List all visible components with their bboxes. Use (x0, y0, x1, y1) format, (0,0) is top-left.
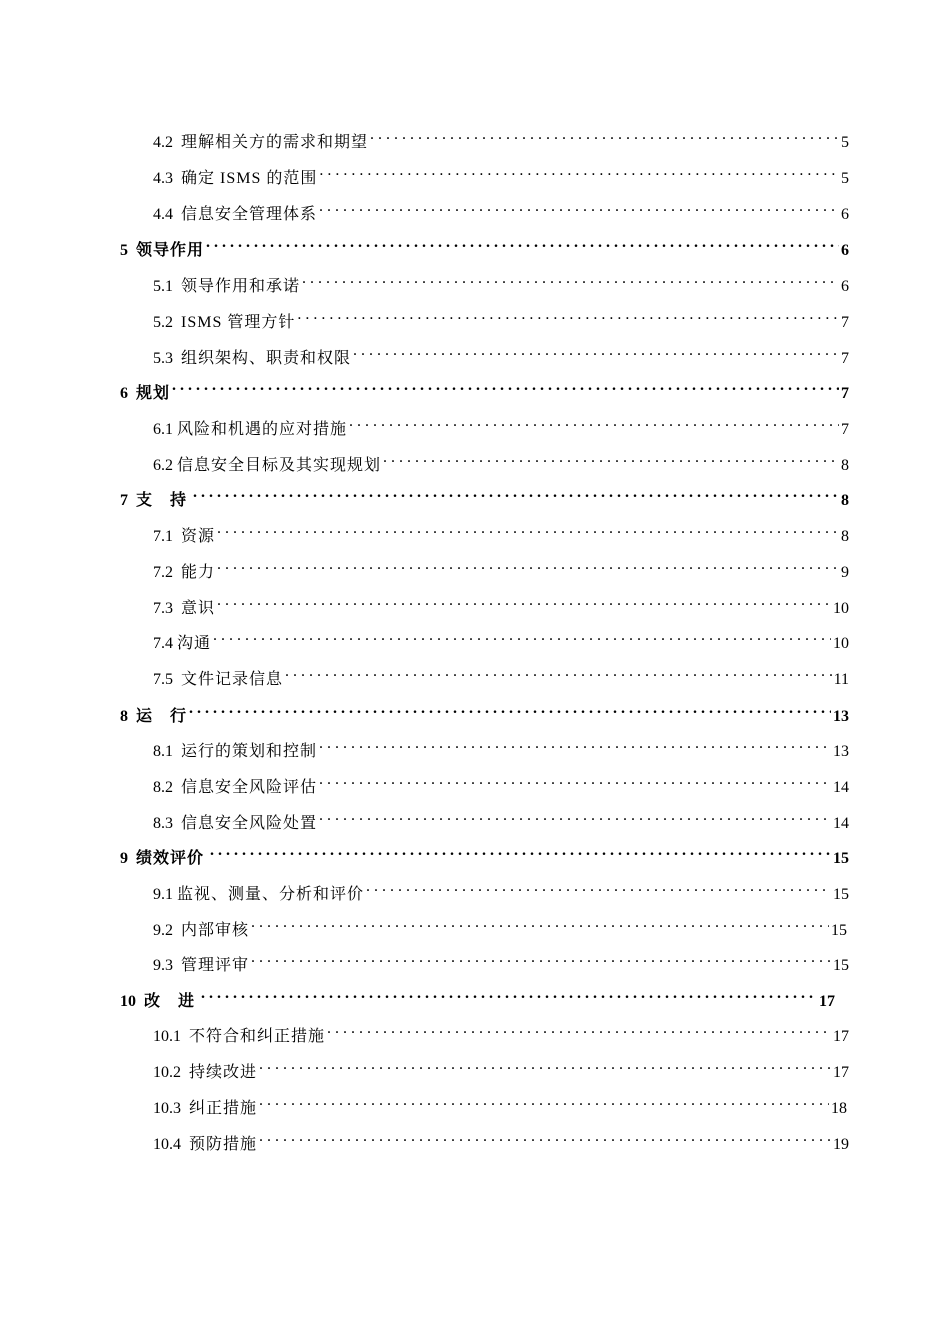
toc-entry-page: 5 (841, 134, 849, 151)
dot-leader (201, 982, 817, 1006)
toc-entry-number: 8.3 (153, 815, 173, 832)
dot-leader (319, 768, 831, 792)
dot-leader (349, 410, 839, 434)
toc-entry-title: 纠正措施 (189, 1100, 258, 1117)
toc-entry-page: 8 (841, 528, 849, 545)
dot-leader (193, 481, 839, 505)
dot-leader (217, 517, 839, 541)
toc-entry-title: 信息安全目标及其实现规划 (177, 457, 382, 474)
toc-entry-title: 理解相关方的需求和期望 (181, 134, 369, 151)
toc-entry-title: 监视、测量、分析和评价 (177, 886, 365, 903)
dot-leader (217, 589, 831, 613)
dot-leader (259, 1089, 829, 1113)
toc-entry-title: 信息安全风险处置 (181, 815, 318, 832)
toc-entry-number: 8.1 (153, 743, 173, 760)
dot-leader (251, 946, 831, 970)
toc-entry-title: 不符合和纠正措施 (189, 1028, 326, 1045)
toc-entry-number: 7.3 (153, 600, 173, 617)
dot-leader (353, 339, 839, 363)
toc-entry-page: 6 (841, 206, 849, 223)
toc-entry-number: 8 (120, 708, 128, 725)
toc-entry-page: 7 (841, 350, 849, 367)
toc-entry-number: 4.4 (153, 206, 173, 223)
toc-entry-page: 14 (833, 815, 849, 832)
toc-entry-number: 6.2 (153, 457, 173, 474)
toc-entry[interactable] (153, 517, 849, 545)
toc-entry[interactable] (153, 1125, 849, 1153)
toc-entry[interactable] (153, 768, 849, 796)
dot-leader (251, 911, 829, 935)
toc-entry-title: 管理评审 (181, 957, 250, 974)
toc-entry-title: 信息安全风险评估 (181, 779, 318, 796)
toc-entry[interactable] (153, 159, 849, 187)
toc-entry-title: 文件记录信息 (181, 671, 284, 688)
toc-chapter[interactable] (120, 839, 849, 867)
toc-entry-number: 7 (120, 492, 128, 509)
toc-entry-number: 6.1 (153, 421, 173, 438)
toc-entry[interactable] (153, 303, 849, 331)
toc-entry-page: 15 (833, 886, 849, 903)
dot-leader (259, 1053, 831, 1077)
toc-entry-title: 领导作用和承诺 (181, 278, 301, 295)
toc-entry[interactable] (153, 195, 849, 223)
toc-entry-page: 15 (831, 922, 847, 939)
toc-entry-page: 7 (841, 421, 849, 438)
toc-entry[interactable] (153, 1053, 849, 1081)
toc-entry[interactable] (153, 1089, 847, 1117)
toc-entry[interactable] (153, 267, 849, 295)
toc-entry-page: 9 (841, 564, 849, 581)
toc-chapter[interactable] (120, 374, 849, 402)
toc-entry-number: 5.2 (153, 314, 173, 331)
dot-leader (285, 660, 832, 684)
dot-leader (370, 123, 839, 147)
toc-chapter[interactable] (120, 697, 849, 725)
toc-entry-number: 8.2 (153, 779, 173, 796)
toc-entry-page: 13 (833, 743, 849, 760)
toc-entry-number: 9 (120, 850, 128, 867)
toc-entry-page: 17 (833, 1064, 849, 1081)
toc-entry-page: 13 (833, 708, 849, 725)
toc-entry[interactable] (153, 624, 849, 652)
toc-entry[interactable] (153, 660, 849, 688)
toc-entry-number: 7.1 (153, 528, 173, 545)
toc-entry-number: 7.5 (153, 671, 173, 688)
toc-entry-title: 能力 (181, 564, 216, 581)
toc-entry-title: 信息安全管理体系 (181, 206, 318, 223)
toc-entry[interactable] (153, 875, 849, 903)
toc-entry-number: 9.3 (153, 957, 173, 974)
dot-leader (327, 1017, 831, 1041)
toc-entry[interactable] (153, 410, 849, 438)
toc-entry-page: 15 (833, 957, 849, 974)
toc-entry[interactable] (153, 732, 849, 760)
toc-entry-page: 11 (833, 671, 849, 688)
dot-leader (319, 732, 831, 756)
toc-entry-page: 17 (833, 1028, 849, 1045)
toc-entry-page: 8 (841, 457, 849, 474)
toc-chapter[interactable] (120, 481, 849, 509)
toc-entry-number: 10.1 (153, 1028, 181, 1045)
toc-entry-title: 持续改进 (189, 1064, 258, 1081)
dot-leader (302, 267, 839, 291)
toc-entry-page: 15 (833, 850, 849, 867)
toc-entry-number: 5.1 (153, 278, 173, 295)
toc-entry[interactable] (153, 123, 849, 151)
toc-entry-page: 19 (833, 1136, 849, 1153)
dot-leader (319, 159, 839, 183)
toc-entry-number: 9.2 (153, 922, 173, 939)
toc-entry-title: 组织架构、职责和权限 (181, 350, 352, 367)
toc-entry-number: 4.3 (153, 170, 173, 187)
dot-leader (383, 446, 839, 470)
toc-entry-page: 17 (819, 993, 835, 1010)
toc-entry-title: 风险和机遇的应对措施 (177, 421, 348, 438)
toc-entry-number: 7.4 (153, 635, 173, 652)
toc-entry-number: 10.3 (153, 1100, 181, 1117)
toc-entry-number: 10 (120, 993, 136, 1010)
toc-entry[interactable] (153, 804, 849, 832)
dot-leader (172, 374, 839, 398)
toc-entry[interactable] (153, 553, 849, 581)
dot-leader (259, 1125, 831, 1149)
toc-entry[interactable] (153, 339, 849, 367)
toc-entry-number: 4.2 (153, 134, 173, 151)
toc-entry-page: 10 (833, 635, 849, 652)
toc-entry-number: 10.4 (153, 1136, 181, 1153)
toc-entry-page: 10 (833, 600, 849, 617)
toc-entry-page: 7 (841, 314, 849, 331)
toc-entry-page: 7 (841, 385, 849, 402)
toc-entry-title: 意识 (181, 600, 216, 617)
toc-entry-title: 预防措施 (189, 1136, 258, 1153)
toc-chapter[interactable] (120, 231, 849, 259)
toc-entry-title: 沟通 (177, 635, 212, 652)
toc-entry[interactable] (153, 446, 849, 474)
toc-entry-page: 8 (841, 492, 849, 509)
toc-entry[interactable] (153, 1017, 849, 1045)
dot-leader (210, 839, 831, 863)
toc-entry-title: 运 行 (136, 708, 188, 725)
dot-leader (319, 804, 831, 828)
toc-entry-page: 5 (841, 170, 849, 187)
toc-entry-title: 确定 ISMS 的范围 (181, 170, 318, 187)
toc-entry-title: 支 持 (136, 492, 188, 509)
toc-entry-number: 9.1 (153, 886, 173, 903)
toc-entry-title: 绩效评价 (136, 850, 205, 867)
toc-entry[interactable] (153, 589, 849, 617)
toc-entry-number: 10.2 (153, 1064, 181, 1081)
toc-chapter[interactable] (120, 982, 835, 1010)
toc-entry-number: 5 (120, 242, 128, 259)
toc-entry-page: 14 (833, 779, 849, 796)
toc-entry-page: 6 (841, 242, 849, 259)
dot-leader (366, 875, 831, 899)
dot-leader (217, 553, 839, 577)
toc-entry-number: 5.3 (153, 350, 173, 367)
toc-entry-page: 6 (841, 278, 849, 295)
toc-entry-title: 内部审核 (181, 922, 250, 939)
dot-leader (297, 303, 839, 327)
dot-leader (206, 231, 839, 255)
toc-entry-title: 资源 (181, 528, 216, 545)
toc-entry-title: 规划 (136, 385, 171, 402)
toc-entry[interactable] (153, 911, 847, 939)
dot-leader (189, 697, 831, 721)
toc-entry-title: 改 进 (144, 993, 196, 1010)
toc-entry-title: 领导作用 (136, 242, 205, 259)
dot-leader (213, 624, 831, 648)
dot-leader (319, 195, 839, 219)
toc-entry-page: 18 (831, 1100, 847, 1117)
toc-entry-title: 运行的策划和控制 (181, 743, 318, 760)
toc-entry[interactable] (153, 946, 849, 974)
toc-entry-number: 7.2 (153, 564, 173, 581)
toc-entry-title: ISMS 管理方针 (181, 314, 296, 331)
toc-entry-number: 6 (120, 385, 128, 402)
